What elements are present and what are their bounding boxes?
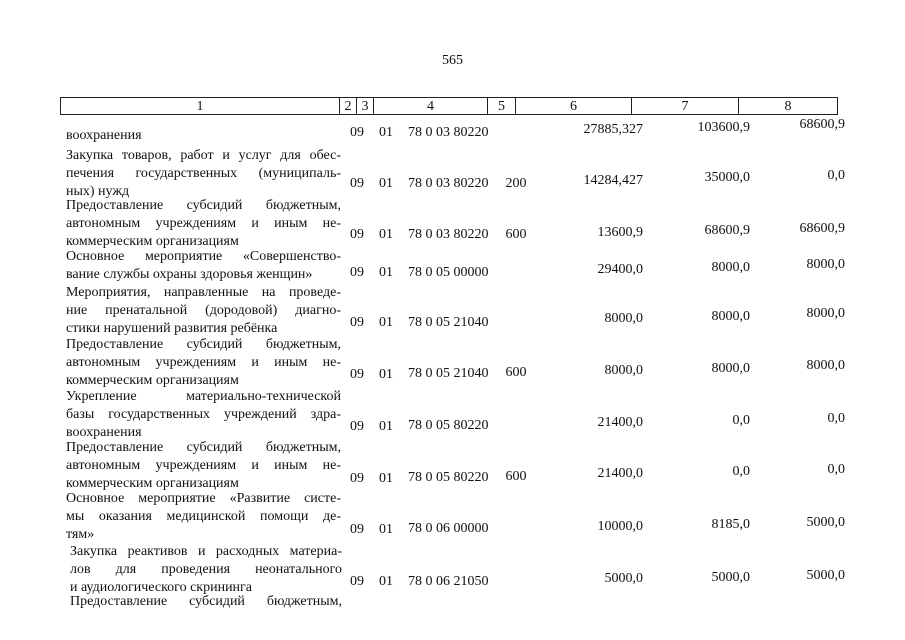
- column-header-3: 3: [357, 98, 374, 115]
- amount-col-6: 29400,0: [597, 262, 643, 277]
- row-description: [66, 388, 341, 442]
- subsection-code: 01: [379, 522, 393, 537]
- description-line: мы оказания медицинской помощи де-: [66, 509, 341, 524]
- description-line: Закупка товаров, работ и услуг для обес-: [66, 148, 341, 163]
- expense-type-code: 600: [505, 227, 527, 242]
- description-line: базы государственных учреждений здра-: [66, 407, 341, 422]
- target-article-code: 78 0 05 00000: [408, 265, 489, 280]
- target-article-code: 78 0 05 80220: [408, 470, 489, 485]
- description-line: ние пренатальной (дородовой) диагно-: [66, 303, 341, 318]
- description-line: автономным учреждениям и иным не-: [66, 355, 341, 370]
- description-line: Основное мероприятие «Совершенство-: [66, 249, 341, 264]
- row-description: [66, 127, 341, 145]
- section-code: 09: [350, 522, 364, 537]
- amount-col-7: 5000,0: [711, 570, 750, 585]
- amount-col-8: 5000,0: [806, 515, 845, 530]
- column-header-5: 5: [488, 98, 516, 115]
- description-line: лов для проведения неонатального: [70, 562, 342, 577]
- section-code: 09: [350, 471, 364, 486]
- target-article-code: 78 0 03 80220: [408, 227, 489, 242]
- amount-col-6: 21400,0: [597, 466, 643, 481]
- amount-col-7: 8185,0: [711, 517, 750, 532]
- description-line: ных) нужд: [66, 184, 130, 199]
- row-description: [66, 248, 341, 284]
- subsection-code: 01: [379, 419, 393, 434]
- description-line: вание службы охраны здоровья женщин»: [66, 267, 313, 282]
- amount-col-6: 5000,0: [604, 571, 643, 586]
- target-article-code: 78 0 05 80220: [408, 418, 489, 433]
- amount-col-8: 68600,9: [799, 117, 845, 132]
- amount-col-8: 0,0: [827, 462, 845, 477]
- description-line: автономным учреждениям и иным не-: [66, 216, 341, 231]
- subsection-code: 01: [379, 315, 393, 330]
- description-line: Предоставление субсидий бюджетным,: [70, 594, 342, 609]
- description-line: Предоставление субсидий бюджетным,: [66, 198, 341, 213]
- description-line: воохранения: [66, 425, 142, 440]
- section-code: 09: [350, 315, 364, 330]
- description-line: Укрепление материально-технической: [66, 389, 341, 404]
- amount-col-6: 27885,327: [583, 122, 643, 137]
- section-code: 09: [350, 419, 364, 434]
- amount-col-7: 8000,0: [711, 309, 750, 324]
- column-header-6: 6: [516, 98, 632, 115]
- column-header-1: 1: [61, 98, 340, 115]
- target-article-code: 78 0 05 21040: [408, 315, 489, 330]
- description-line: стики нарушений развития ребёнка: [66, 321, 278, 336]
- column-header-2: 2: [340, 98, 357, 115]
- description-line: и аудиологического скрининга: [70, 580, 253, 595]
- description-line: Мероприятия, направленные на проведе-: [66, 285, 341, 300]
- target-article-code: 78 0 03 80220: [408, 176, 489, 191]
- column-header-4: 4: [374, 98, 488, 115]
- subsection-code: 01: [379, 471, 393, 486]
- amount-col-7: 0,0: [732, 464, 750, 479]
- amount-col-8: 8000,0: [806, 358, 845, 373]
- subsection-code: 01: [379, 125, 393, 140]
- description-line: печения государственных (муниципаль-: [66, 166, 341, 181]
- description-line: Предоставление субсидий бюджетным,: [66, 440, 341, 455]
- amount-col-8: 5000,0: [806, 568, 845, 583]
- amount-col-8: 8000,0: [806, 306, 845, 321]
- amount-col-7: 68600,9: [704, 223, 750, 238]
- description-line: Основное мероприятие «Развитие систе-: [66, 491, 341, 506]
- target-article-code: 78 0 06 21050: [408, 574, 489, 589]
- amount-col-7: 8000,0: [711, 260, 750, 275]
- expense-type-code: 600: [505, 469, 527, 484]
- amount-col-6: 13600,9: [597, 225, 643, 240]
- description-line: коммерческим организациям: [66, 373, 239, 388]
- row-description: [70, 543, 342, 597]
- section-code: 09: [350, 125, 364, 140]
- row-description: [66, 490, 341, 544]
- subsection-code: 01: [379, 265, 393, 280]
- amount-col-7: 8000,0: [711, 361, 750, 376]
- description-line: Закупка реактивов и расходных материа-: [70, 544, 342, 559]
- target-article-code: 78 0 03 80220: [408, 125, 489, 140]
- description-line: тям»: [66, 527, 95, 542]
- amount-col-6: 10000,0: [597, 519, 643, 534]
- row-description: [66, 147, 341, 201]
- amount-col-8: 0,0: [827, 411, 845, 426]
- amount-col-8: 68600,9: [799, 221, 845, 236]
- amount-col-6: 14284,427: [583, 173, 643, 188]
- expense-type-code: 200: [505, 176, 527, 191]
- amount-col-8: 8000,0: [806, 257, 845, 272]
- description-line: Предоставление субсидий бюджетным,: [66, 337, 341, 352]
- amount-col-6: 8000,0: [604, 311, 643, 326]
- target-article-code: 78 0 06 00000: [408, 521, 489, 536]
- expense-type-code: 600: [505, 365, 527, 380]
- page-number: 565: [442, 53, 463, 68]
- description-line: коммерческим организациям: [66, 476, 239, 491]
- amount-col-8: 0,0: [827, 168, 845, 183]
- description-line: воохранения: [66, 128, 142, 143]
- description-line: коммерческим организациям: [66, 234, 239, 249]
- row-description: [66, 284, 341, 338]
- subsection-code: 01: [379, 227, 393, 242]
- column-header-7: 7: [632, 98, 739, 115]
- section-code: 09: [350, 367, 364, 382]
- amount-col-6: 21400,0: [597, 415, 643, 430]
- amount-col-6: 8000,0: [604, 363, 643, 378]
- section-code: 09: [350, 574, 364, 589]
- section-code: 09: [350, 227, 364, 242]
- subsection-code: 01: [379, 176, 393, 191]
- amount-col-7: 0,0: [732, 413, 750, 428]
- row-description: [66, 336, 341, 390]
- description-line: автономным учреждениям и иным не-: [66, 458, 341, 473]
- row-description: [70, 593, 342, 611]
- section-code: 09: [350, 176, 364, 191]
- target-article-code: 78 0 05 21040: [408, 366, 489, 381]
- amount-col-7: 35000,0: [704, 170, 750, 185]
- subsection-code: 01: [379, 367, 393, 382]
- subsection-code: 01: [379, 574, 393, 589]
- row-description: [66, 439, 341, 493]
- amount-col-7: 103600,9: [697, 120, 750, 135]
- row-description: [66, 197, 341, 251]
- column-header-8: 8: [739, 98, 838, 115]
- section-code: 09: [350, 265, 364, 280]
